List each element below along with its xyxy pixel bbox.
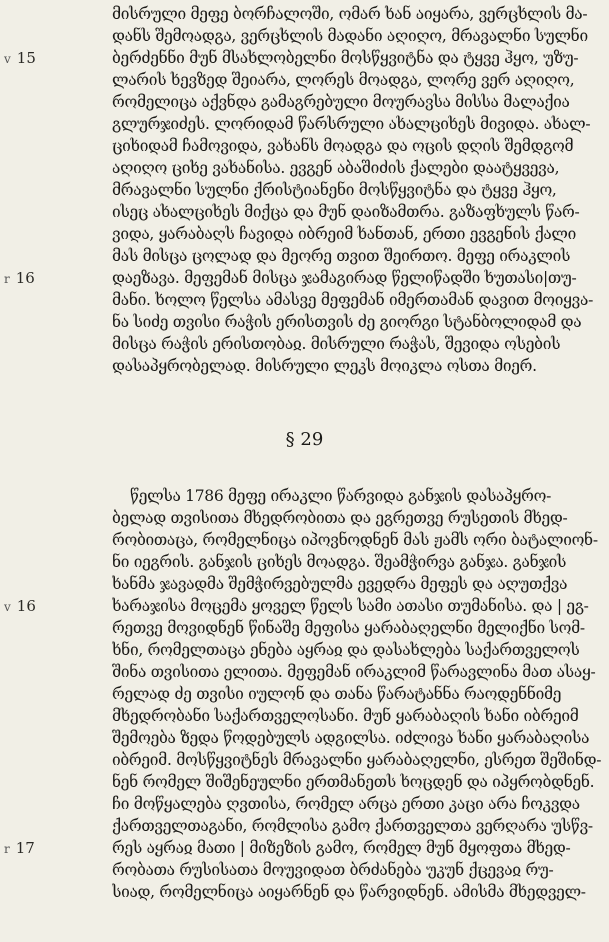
text-line: ლარის ხევზედ შეიარა, ლორეს მოადგა, ლორე ვერ აღიღო, [112, 71, 575, 89]
margin-symbol: v [4, 600, 11, 614]
text-line: შემოება ზედა წოდებულს ადგილსა. იძლივა ხანი ყარაბაღისა [112, 729, 590, 747]
text-line: აღიღო ციხე ვახანისა. ევგენ აბაშიძის ქალები დაატყვევა, [112, 159, 560, 177]
section-heading: § 29 [285, 429, 324, 450]
text-line: ნა სიძე თვისი რაჭის ერისთვის ძე გიორგი სტანბოლიდამ და [112, 313, 582, 331]
text-line: დანს შემოადგა, ვერცხლის მადანი აღიღო, მრავალნი სულნი [112, 27, 588, 45]
text-line: ციხიდამ ჩამოვიდა, ვახანს მოადგა და ოცის დღის შემდგომ [112, 137, 574, 155]
margin-symbol: r [4, 842, 10, 856]
text-line: ხნი, რომელთაცა ენება აყრაჲ და დასახლება საქართველოს [112, 641, 580, 659]
text-line: მისრული მეფე ბორჩალოში, ომარ ხან აიყარა, ვერცხლის მა- [112, 5, 588, 23]
margin-number: 16 [16, 597, 36, 615]
text-line: რობითაცა, რომელნიცა იპოვნოდნენ მას ჟამს ორი ბატალიონ- [112, 531, 598, 549]
text-line: შინა თვისითა ელითა. მეფემან ირაკლიმ წარავლინა მათ ასაყ- [112, 663, 596, 681]
text-line: ბერძენნი მუნ მსახლობელნი მოსწყვიტნა და ტყვე ჰყო, უზუ- [112, 49, 579, 67]
text-line: რომელიცა აქვნდა გამაგრებული მოურავსა მისსა მალაქია [112, 93, 570, 111]
margin-number: 16 [15, 269, 35, 287]
text-line: მრავალნი სულნი ქრისტიანენი მოსწყვიტნა და ტყვე ჰყო, [112, 181, 557, 199]
text-line: რელად ძე თვისი იულონ და თანა წარატანნა რაოდენნიმე [112, 685, 562, 703]
margin-folio-note [4, 268, 35, 290]
text-line: დასაპყრობელად. მისრული ლეკს მოიკლა ოსთა მიერ. [112, 357, 537, 375]
text-line: სიად, რომელნიცა აიყარნენ და წარვიდნენ. ამისმა მხედველ- [112, 883, 586, 901]
text-line: წელსა 1786 მეფე ირაკლი წარვიდა განჯის დასაპყრო- [130, 487, 552, 505]
text-line: რობათა რუსისათა მოუვიდათ ბრძანება უკუნ ქცევაჲ რუ- [112, 861, 554, 879]
margin-folio-note [4, 48, 36, 70]
text-line: მანი. ხოლო წელსა ამასვე მეფემან იმერთამან დავით მოიყვა- [112, 291, 594, 309]
text-line: მხედრობანი საქართველოსანი. მუნ ყარაბაღის ხანი იბრეიმ [112, 707, 579, 725]
text-line: ხარაჯისა მოცემა ყოველ წელს სამი ათასი თუმანისა. და | ეგ- [112, 597, 589, 615]
margin-folio-note [4, 596, 36, 618]
margin-number: 17 [15, 839, 35, 857]
margin-number: 15 [16, 49, 36, 67]
text-line: ნენ რომელ შიშენეულნი ერთმანეთს ხოცდენ და იპყრობდნენ. [112, 773, 595, 791]
margin-symbol: r [4, 272, 10, 286]
text-line: ვიდა, ყარაბაღს ჩავიდა იბრეიმ ხანთან, ერთი ევგენის ქალი [112, 225, 577, 243]
margin-folio-note [4, 838, 35, 860]
text-line: გლურჯიძეს. ლორიდამ წარსრული ახალციხეს მივიდა. ახალ- [112, 115, 591, 133]
text-line: ხანმა ჯავადმა შემჭირვებულმა ევედრა მეფეს და აღუთქვა [112, 575, 568, 593]
text-line: ისეც ახალციხეს მიქცა და მუნ დაიზამთრა. გაზაფხულს წარ- [112, 203, 580, 221]
text-line: მისცა რაჭის ერისთობაჲ. მისრული რაჭას, შევიდა ოსების [112, 335, 561, 353]
text-line: მას მისცა ცოლად და მეორე თვით შეირთო. მეფე ირაკლის [112, 247, 571, 265]
margin-symbol: v [4, 52, 11, 66]
text-line: რეთვე მოვიდნენ წინაშე მეფისა ყარაბაღელნი მელიქნი სომ- [112, 619, 585, 637]
text-line: ჩი მოწყალება ღვთისა, რომელ არცა ერთი კაცი არა ჩოკვდა [112, 795, 580, 813]
text-line: რეს აყრაჲ მათი | მიზეზის გამო, რომელ მუნ მყოფთა მხედ- [112, 839, 571, 857]
text-line: დაეზავა. მეფემან მისცა ჯამაგირად წელიწადში ხუთასი|თუ- [112, 269, 577, 287]
text-line: ქართველთაგანი, რომლისა გამო ქართველთა ვერღარა უსწვ- [112, 817, 593, 835]
text-line: ნი იეგრის. განჯის ციხეს მოადგა. შეამჭირვა განჯა. განჯის [112, 553, 567, 571]
text-line: ბელად თვისითა მხედრობითა და ეგრეთვე რუსეთის მხედ- [112, 509, 568, 527]
text-line: იბრეიმ. მოსწყვიტნეს მრავალნი ყარაბაღელნი, ესრეთ შეშინდ- [112, 751, 602, 769]
